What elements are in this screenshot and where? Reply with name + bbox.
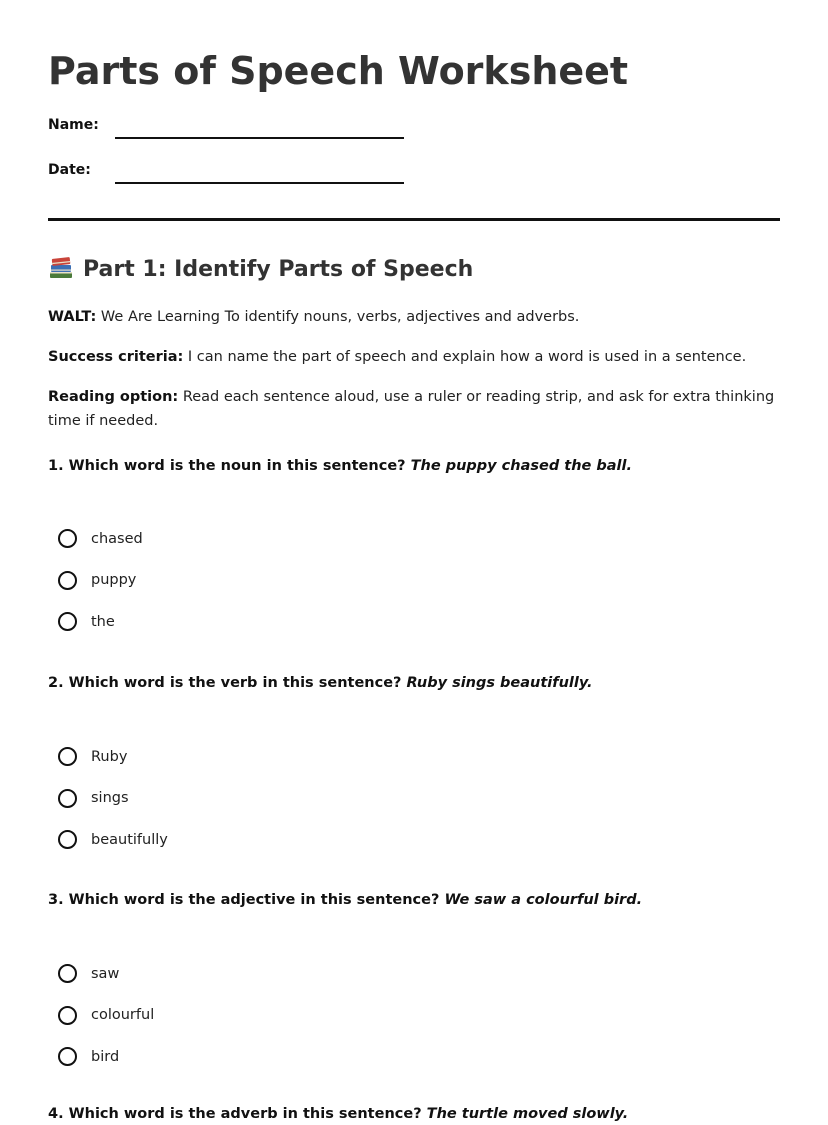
walt-paragraph [48,305,780,329]
question-3-option[interactable] [58,1036,458,1078]
option-label: chased [91,530,143,547]
question-3-option[interactable] [58,953,458,995]
option-label: the [91,613,115,630]
radio-button[interactable] [58,612,77,631]
question-3 [48,889,780,911]
question-1-option[interactable] [58,518,458,560]
radio-button[interactable] [58,571,77,590]
question-1-option[interactable] [58,560,458,602]
books-icon [48,256,74,280]
radio-button[interactable] [58,1006,77,1025]
radio-button[interactable] [58,830,77,849]
option-label: bird [91,1048,120,1065]
question-2-prompt: 2. Which word is the verb in this sentence? [48,675,407,691]
option-label: sings [91,790,129,807]
question-3-sentence: We saw a colourful bird. [444,892,643,908]
success-criteria-text: I can name the part of speech and explain how a word is used in a sentence. [183,349,747,365]
name-field-row [48,115,448,139]
question-3-prompt: 3. Which word is the adjective in this sentence? [48,892,445,908]
reading-option-text: Read each sentence aloud, use a ruler or reading strip, and ask for extra thinking time if needed. [48,389,775,429]
section-divider [48,218,780,221]
question-4 [48,1103,780,1125]
question-1-option[interactable] [58,601,458,643]
question-1-options [58,518,458,643]
name-input-line[interactable] [115,137,404,139]
question-2-option[interactable] [58,819,458,861]
question-1-prompt: 1. Which word is the noun in this sentence? [48,458,411,474]
option-label: beautifully [91,831,168,848]
radio-button[interactable] [58,964,77,983]
reading-option-paragraph [48,385,780,433]
option-label: saw [91,965,120,982]
radio-button[interactable] [58,789,77,808]
question-3-options [58,953,458,1078]
question-2-sentence: Ruby sings beautifully. [406,675,593,691]
question-2-option[interactable] [58,778,458,820]
reading-option-label: Reading option: [48,389,179,405]
question-1-sentence: The puppy chased the ball. [410,458,633,474]
date-field-row [48,160,448,184]
date-input-line[interactable] [115,182,404,184]
walt-label: WALT: [48,309,97,325]
radio-button[interactable] [58,747,77,766]
option-label: colourful [91,1007,155,1024]
option-label: puppy [91,572,137,589]
walt-text: We Are Learning To identify nouns, verbs, adjectives and adverbs. [96,309,580,325]
section-heading [48,254,473,286]
date-label: Date: [48,162,91,178]
question-2 [48,672,780,694]
success-criteria-paragraph [48,345,780,369]
section-heading-text: Part 1: Identify Parts of Speech [83,257,474,282]
question-4-prompt: 4. Which word is the adverb in this sentence? [48,1106,427,1122]
success-criteria-label: Success criteria: [48,349,184,365]
worksheet-title: Parts of Speech Worksheet [48,49,629,93]
option-label: Ruby [91,748,128,765]
question-1 [48,455,780,477]
question-2-options [58,736,458,861]
name-label: Name: [48,117,99,133]
question-4-sentence: The turtle moved slowly. [426,1106,629,1122]
radio-button[interactable] [58,529,77,548]
question-2-option[interactable] [58,736,458,778]
radio-button[interactable] [58,1047,77,1066]
question-3-option[interactable] [58,995,458,1037]
